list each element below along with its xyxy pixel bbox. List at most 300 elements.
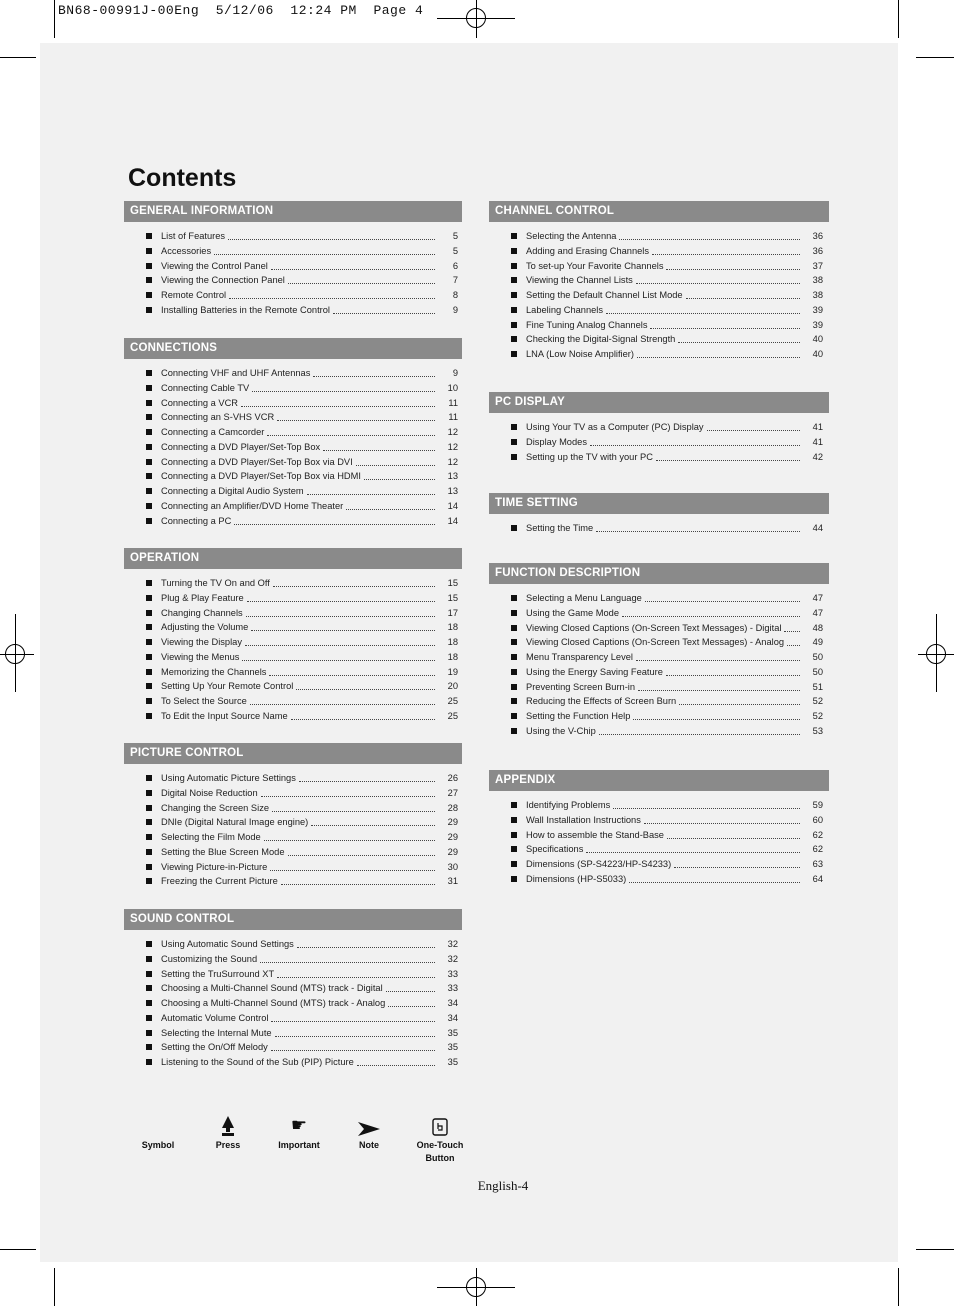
square-bullet-icon (146, 263, 152, 269)
toc-entry-label: Connecting a DVD Player/Set-Top Box (161, 441, 321, 452)
square-bullet-icon (511, 454, 517, 460)
toc-entry-label: Viewing the Connection Panel (161, 275, 285, 286)
toc-list (124, 569, 462, 724)
dot-leader (386, 981, 435, 992)
square-bullet-icon (511, 654, 517, 660)
toc-entry-page: 35 (447, 1042, 458, 1053)
section-heading: CHANNEL CONTROL (489, 201, 829, 222)
toc-entry[interactable] (124, 229, 462, 244)
dot-leader (638, 680, 800, 691)
toc-entry[interactable] (124, 967, 462, 982)
toc-entry-page: 41 (812, 422, 823, 432)
toc-entry-label: Dimensions (SP-S4223/HP-S4233) (526, 859, 672, 869)
toc-entry-label: Setting the On/Off Melody (161, 1042, 268, 1053)
one-touch-button-icon (410, 1114, 470, 1136)
dot-leader (619, 229, 800, 240)
toc-entry-label: Adding and Erasing Channels (526, 245, 650, 256)
toc-entry[interactable] (124, 425, 462, 440)
toc-entry-page: 30 (447, 861, 458, 872)
toc-entry-label: Connecting VHF and UHF Antennas (161, 368, 311, 378)
toc-entry[interactable] (124, 665, 462, 680)
toc-entry-page: 39 (812, 319, 823, 330)
toc-entry[interactable] (489, 318, 829, 333)
registration-circle (5, 644, 25, 664)
crop-mark (54, 1268, 55, 1306)
square-bullet-icon (146, 698, 152, 704)
toc-entry-label: Wall Installation Instructions (526, 814, 641, 825)
toc-entry[interactable] (124, 591, 462, 606)
toc-entry-page: 51 (812, 681, 823, 692)
toc-entry[interactable] (489, 680, 829, 695)
square-bullet-icon (511, 713, 517, 719)
toc-entry[interactable] (124, 381, 462, 396)
square-bullet-icon (146, 233, 152, 239)
square-bullet-icon (146, 248, 152, 254)
toc-entry-page: 6 (452, 260, 458, 271)
dot-leader (275, 1026, 435, 1037)
legend-important: ☛ Important (269, 1114, 329, 1152)
toc-entry[interactable] (124, 620, 462, 635)
toc-entry-label: Viewing Closed Captions (On-Screen Text Messages) - Digital (526, 622, 782, 633)
toc-entry-page: 5 (452, 231, 458, 241)
toc-entry-page: 12 (447, 427, 458, 437)
toc-entry-page: 36 (812, 245, 823, 256)
toc-entry-label: Selecting the Internal Mute (161, 1027, 272, 1038)
toc-entry[interactable] (124, 952, 462, 967)
square-bullet-icon (146, 971, 152, 977)
toc-entry[interactable] (124, 576, 462, 591)
toc-section (489, 770, 829, 887)
toc-entry[interactable] (489, 229, 829, 244)
toc-entry[interactable] (124, 874, 462, 889)
toc-entry-label: Viewing the Channel Lists (526, 275, 633, 286)
toc-entry[interactable] (124, 981, 462, 996)
toc-entry-label: Choosing a Multi-Channel Sound (MTS) track - Analog (161, 998, 386, 1008)
toc-entry-label: Digital Noise Reduction (161, 787, 258, 798)
toc-entry-label: Identifying Problems (526, 800, 611, 810)
square-bullet-icon (511, 595, 517, 601)
toc-entry-label: Memorizing the Channels (161, 666, 267, 677)
toc-entry-page: 20 (447, 681, 458, 692)
toc-entry-page: 31 (447, 876, 458, 887)
toc-entry-label: Connecting a Digital Audio System (161, 486, 304, 496)
dot-leader (666, 665, 800, 676)
square-bullet-icon (511, 233, 517, 239)
square-bullet-icon (146, 1015, 152, 1021)
toc-entry[interactable] (124, 860, 462, 875)
toc-entry-page: 47 (812, 607, 823, 618)
toc-entry-page: 5 (452, 245, 458, 256)
toc-entry-page: 12 (447, 441, 458, 452)
registration-circle (466, 8, 486, 28)
toc-entry[interactable] (124, 455, 462, 470)
toc-entry[interactable] (489, 259, 829, 274)
square-bullet-icon (511, 684, 517, 690)
square-bullet-icon (511, 248, 517, 254)
toc-entry-page: 59 (812, 800, 823, 810)
toc-entry[interactable] (489, 724, 829, 739)
toc-entry[interactable] (489, 650, 829, 665)
toc-entry[interactable] (489, 872, 829, 887)
legend-one-touch: One-Touch Button (410, 1114, 470, 1165)
toc-section (124, 909, 462, 1070)
toc-entry[interactable] (124, 937, 462, 952)
crop-mark (898, 1268, 899, 1306)
page-title: Contents (128, 164, 237, 192)
toc-entry[interactable] (124, 694, 462, 709)
toc-entry[interactable] (124, 815, 462, 830)
square-bullet-icon (146, 307, 152, 313)
square-bullet-icon (511, 277, 517, 283)
toc-entry-label: Dimensions (HP-S5033) (526, 873, 627, 884)
toc-entry-label: Using the Energy Saving Feature (526, 666, 663, 677)
toc-entry[interactable] (489, 288, 829, 303)
toc-entry[interactable] (489, 709, 829, 724)
dot-leader (637, 347, 800, 358)
toc-section (124, 743, 462, 889)
pointing-hand-icon: ☛ (290, 1115, 308, 1135)
toc-entry[interactable] (124, 514, 462, 529)
toc-entry-label: Viewing Closed Captions (On-Screen Text Messages) - Analog (526, 637, 785, 648)
dot-leader (388, 996, 435, 1007)
toc-list (489, 222, 829, 362)
dot-leader (299, 771, 435, 782)
square-bullet-icon (511, 292, 517, 298)
toc-entry-page: 25 (447, 696, 458, 706)
dot-leader (269, 665, 435, 676)
toc-entry[interactable] (124, 273, 462, 288)
toc-entry-label: Connecting an Amplifier/DVD Home Theater (161, 500, 344, 511)
toc-entry[interactable] (489, 521, 829, 536)
legend-symbol: Symbol (141, 1140, 175, 1150)
toc-entry-label: Viewing the Menus (161, 651, 240, 662)
toc-entry[interactable] (489, 420, 829, 435)
toc-entry-label: Accessories (161, 245, 212, 256)
toc-entry-label: To Edit the Input Source Name (161, 710, 288, 721)
toc-entry[interactable] (489, 435, 829, 450)
toc-entry-page: 50 (812, 666, 823, 677)
toc-section (489, 201, 829, 362)
dot-leader (667, 828, 800, 839)
dot-leader (346, 499, 435, 510)
square-bullet-icon (511, 698, 517, 704)
toc-list (124, 359, 462, 528)
toc-list (124, 222, 462, 318)
square-bullet-icon (146, 1059, 152, 1065)
toc-entry[interactable] (489, 606, 829, 621)
toc-entry-page: 40 (812, 334, 823, 345)
toc-entry[interactable] (124, 786, 462, 801)
toc-entry-label: Automatic Volume Control (161, 1012, 269, 1023)
toc-entry[interactable] (124, 1026, 462, 1041)
toc-entry-page: 53 (812, 725, 823, 736)
toc-entry[interactable] (124, 366, 462, 381)
crop-mark (0, 57, 36, 58)
toc-entry-label: Freezing the Current Picture (161, 876, 278, 887)
dot-leader (267, 425, 435, 436)
toc-section (489, 493, 829, 536)
toc-entry-label: Connecting a VCR (161, 397, 238, 408)
toc-entry[interactable] (124, 303, 462, 318)
toc-entry-label: Reducing the Effects of Screen Burn (526, 696, 677, 707)
toc-entry-label: Checking the Digital-Signal Strength (526, 334, 676, 345)
square-bullet-icon (146, 985, 152, 991)
square-bullet-icon (146, 595, 152, 601)
square-bullet-icon (511, 307, 517, 313)
toc-entry-page: 62 (812, 829, 823, 840)
toc-entry-label: Menu Transparency Level (526, 652, 633, 662)
toc-entry-page: 52 (812, 711, 823, 721)
square-bullet-icon (511, 728, 517, 734)
toc-entry-label: Connecting a Camcorder (161, 427, 265, 437)
square-bullet-icon (511, 802, 517, 808)
dot-leader (270, 860, 435, 871)
toc-entry-label: Plug & Play Feature (161, 592, 244, 603)
dot-leader (313, 366, 435, 377)
dot-leader (241, 396, 435, 407)
toc-entry-page: 48 (812, 622, 823, 633)
toc-entry[interactable] (489, 842, 829, 857)
toc-entry[interactable] (489, 303, 829, 318)
dot-leader (251, 620, 435, 631)
toc-entry[interactable] (124, 1055, 462, 1070)
toc-entry-page: 60 (812, 814, 823, 825)
toc-entry[interactable] (124, 606, 462, 621)
square-bullet-icon (146, 473, 152, 479)
dot-leader (586, 842, 800, 853)
dot-leader (357, 1055, 435, 1066)
dot-leader (260, 952, 435, 963)
toc-entry[interactable] (124, 709, 462, 724)
dot-leader (784, 621, 800, 632)
square-bullet-icon (146, 956, 152, 962)
crop-mark (54, 0, 55, 38)
toc-entry[interactable] (489, 273, 829, 288)
section-heading: APPENDIX (489, 770, 829, 791)
toc-entry[interactable] (124, 288, 462, 303)
dot-leader (261, 786, 435, 797)
square-bullet-icon (511, 832, 517, 838)
square-bullet-icon (146, 819, 152, 825)
dot-leader (787, 635, 800, 646)
toc-entry[interactable] (124, 1011, 462, 1026)
toc-section (124, 201, 462, 318)
toc-entry[interactable] (124, 469, 462, 484)
square-bullet-icon (146, 580, 152, 586)
toc-entry-page: 18 (447, 637, 458, 647)
toc-list (489, 584, 829, 739)
press-arrow-icon (198, 1114, 258, 1136)
toc-entry[interactable] (124, 244, 462, 259)
dot-leader (281, 874, 435, 885)
dot-leader (246, 606, 435, 617)
toc-entry-page: 14 (447, 515, 458, 526)
square-bullet-icon (511, 322, 517, 328)
square-bullet-icon (146, 1044, 152, 1050)
toc-entry-page: 33 (447, 968, 458, 979)
toc-entry[interactable] (124, 996, 462, 1011)
toc-entry-label: Connecting a DVD Player/Set-Top Box via DVI (161, 456, 353, 467)
crop-mark (0, 1249, 36, 1250)
toc-entry-page: 39 (812, 304, 823, 315)
toc-entry-page: 36 (812, 231, 823, 241)
toc-entry[interactable] (489, 332, 829, 347)
toc-entry[interactable] (489, 665, 829, 680)
toc-entry-label: Setting the Blue Screen Mode (161, 846, 285, 857)
square-bullet-icon (511, 876, 517, 882)
toc-entry-page: 32 (447, 953, 458, 964)
square-bullet-icon (511, 861, 517, 867)
toc-entry-page: 13 (447, 486, 458, 496)
toc-entry-label: Setting the TruSurround XT (161, 968, 275, 979)
dot-leader (650, 318, 800, 329)
dot-leader (277, 410, 435, 421)
dot-leader (214, 244, 435, 255)
toc-entry-label: Customizing the Sound (161, 953, 258, 964)
dot-leader (250, 694, 435, 705)
square-bullet-icon (146, 669, 152, 675)
square-bullet-icon (146, 444, 152, 450)
square-bullet-icon (511, 610, 517, 616)
toc-entry[interactable] (489, 828, 829, 843)
toc-entry-page: 11 (448, 397, 458, 408)
note-arrow-icon (339, 1114, 399, 1136)
toc-entry[interactable] (124, 845, 462, 860)
square-bullet-icon (146, 654, 152, 660)
toc-entry-page: 40 (812, 349, 823, 359)
toc-entry-label: Setting up the TV with your PC (526, 451, 653, 462)
square-bullet-icon (146, 503, 152, 509)
toc-entry[interactable] (124, 259, 462, 274)
square-bullet-icon (511, 525, 517, 531)
toc-entry-label: Labeling Channels (526, 304, 604, 315)
dot-leader (364, 469, 435, 480)
toc-entry-label: Viewing the Display (161, 637, 242, 647)
dot-leader (656, 450, 800, 461)
toc-entry[interactable] (124, 650, 462, 665)
square-bullet-icon (146, 683, 152, 689)
dot-leader (644, 813, 800, 824)
toc-entry-page: 7 (452, 275, 458, 286)
toc-entry-label: Turning the TV On and Off (161, 578, 270, 588)
section-heading: GENERAL INFORMATION (124, 201, 462, 222)
toc-entry[interactable] (124, 440, 462, 455)
toc-entry[interactable] (124, 499, 462, 514)
toc-entry-page: 15 (447, 578, 458, 588)
toc-entry-label: Using Automatic Sound Settings (161, 939, 294, 949)
dot-leader (707, 420, 800, 431)
toc-entry[interactable] (489, 813, 829, 828)
dot-leader (252, 381, 435, 392)
toc-entry-label: Viewing Picture-in-Picture (161, 861, 268, 872)
toc-entry[interactable] (124, 1040, 462, 1055)
toc-entry-page: 28 (447, 802, 458, 813)
dot-leader (636, 273, 800, 284)
toc-entry[interactable] (489, 621, 829, 636)
toc-entry-page: 10 (447, 382, 458, 393)
square-bullet-icon (511, 424, 517, 430)
toc-entry-page: 35 (447, 1027, 458, 1038)
dot-leader (678, 332, 800, 343)
square-bullet-icon (146, 864, 152, 870)
toc-entry[interactable] (489, 857, 829, 872)
toc-entry-page: 52 (812, 696, 823, 707)
toc-entry[interactable] (489, 694, 829, 709)
toc-entry[interactable] (489, 591, 829, 606)
toc-list (489, 791, 829, 887)
section-heading: PC DISPLAY (489, 392, 829, 413)
crop-mark (916, 1249, 954, 1250)
toc-entry-page: 18 (447, 651, 458, 662)
toc-entry-label: Connecting Cable TV (161, 382, 250, 393)
toc-entry[interactable] (489, 635, 829, 650)
toc-entry[interactable] (124, 484, 462, 499)
toc-entry-label: Using Your TV as a Computer (PC) Display (526, 422, 704, 432)
square-bullet-icon (146, 518, 152, 524)
toc-entry-page: 50 (812, 652, 823, 662)
dot-leader (229, 288, 435, 299)
registration-circle (466, 1277, 486, 1297)
dot-leader (273, 576, 435, 587)
dot-leader (599, 724, 800, 735)
toc-entry[interactable] (124, 801, 462, 816)
toc-entry[interactable] (489, 244, 829, 259)
toc-entry-page: 62 (812, 844, 823, 855)
toc-entry[interactable] (124, 771, 462, 786)
square-bullet-icon (146, 1030, 152, 1036)
toc-entry[interactable] (124, 830, 462, 845)
toc-entry[interactable] (489, 450, 829, 465)
dot-leader (291, 709, 435, 720)
toc-list (124, 930, 462, 1070)
page-footer: English-4 (477, 1178, 529, 1193)
toc-list (489, 514, 829, 536)
dot-leader (686, 288, 800, 299)
crop-mark (898, 0, 899, 38)
toc-entry-label: Setting the Function Help (526, 711, 631, 721)
dot-leader (234, 514, 435, 525)
toc-entry-label: To Select the Source (161, 696, 247, 706)
toc-entry-page: 38 (812, 275, 823, 286)
toc-entry[interactable] (124, 396, 462, 411)
square-bullet-icon (511, 817, 517, 823)
toc-section (124, 548, 462, 724)
legend-note: Note (339, 1114, 399, 1152)
toc-section (489, 563, 829, 739)
toc-entry[interactable] (124, 635, 462, 650)
dot-leader (228, 229, 435, 240)
toc-entry-label: Remote Control (161, 290, 227, 300)
toc-section (489, 392, 829, 464)
dot-leader (596, 521, 800, 532)
toc-entry[interactable] (489, 347, 829, 362)
toc-entry-label: How to assemble the Stand-Base (526, 829, 664, 840)
square-bullet-icon (146, 849, 152, 855)
dot-leader (296, 679, 435, 690)
toc-entry-page: 37 (812, 260, 823, 271)
toc-entry-label: Selecting the Film Mode (161, 832, 261, 842)
toc-list (489, 413, 829, 464)
toc-entry[interactable] (124, 679, 462, 694)
toc-entry-label: Display Modes (526, 436, 587, 447)
toc-entry-label: Selecting a Menu Language (526, 593, 642, 603)
square-bullet-icon (146, 429, 152, 435)
section-heading: CONNECTIONS (124, 338, 462, 359)
toc-entry[interactable] (489, 798, 829, 813)
toc-entry[interactable] (124, 410, 462, 425)
dot-leader (277, 967, 435, 978)
symbol-legend (130, 1114, 470, 1164)
